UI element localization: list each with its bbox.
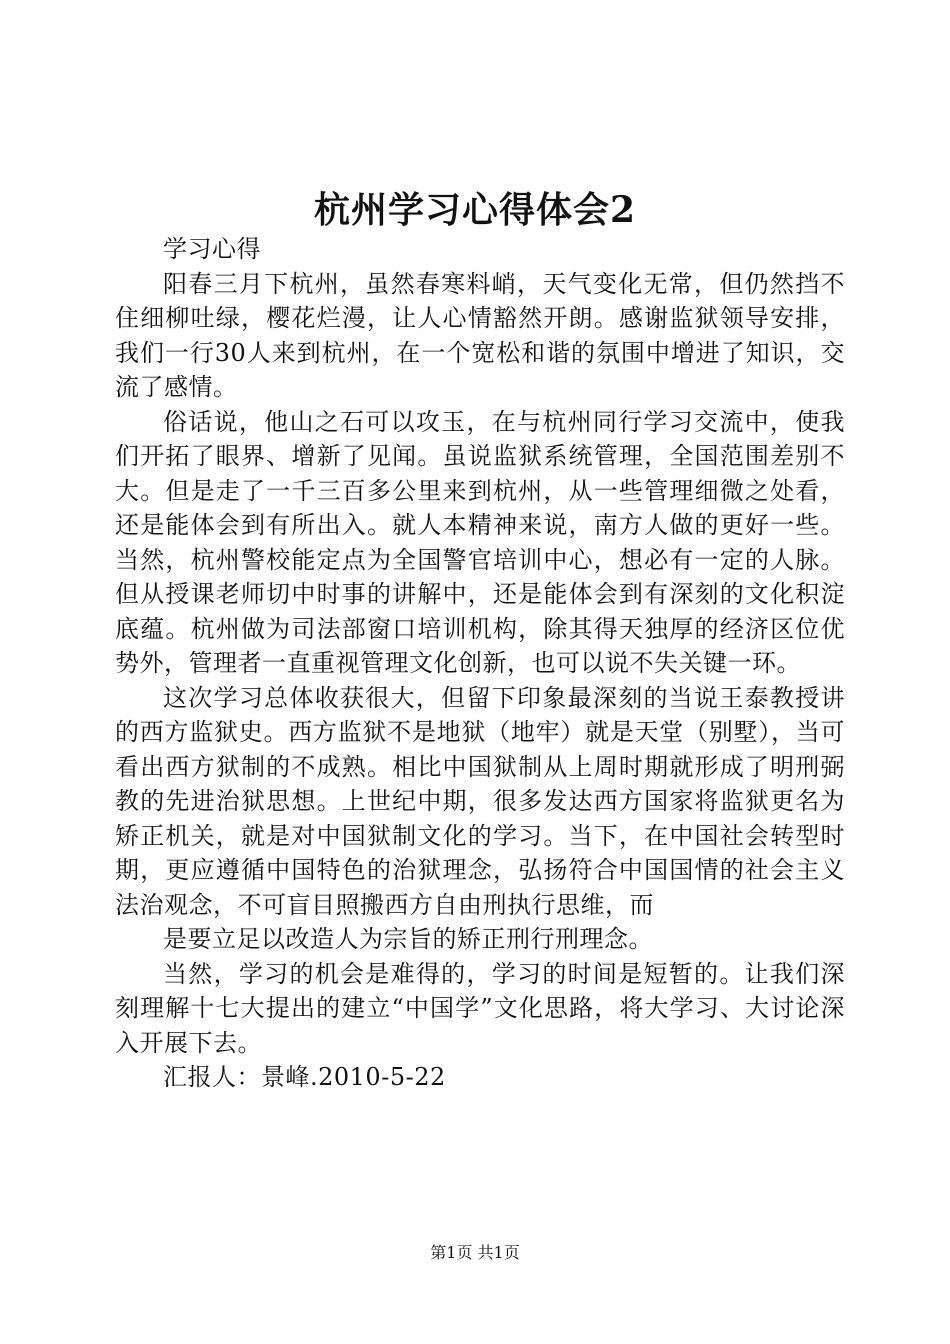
paragraph: 这次学习总体收获很大，但留下印象最深刻的当说王泰教授讲的西方监狱史。西方监狱不是地狱（地牢）就是天堂（别墅），当可看出西方狱制的不成熟。相比中国狱制从上周时期就形成了明刑弼教的先进治狱思想。上世纪中期，很多发达西方国家将监狱更名为矫正机关，就是对中国狱制文化的学习。当下，在中国社会转型时期，更应遵循中国特色的治狱理念，弘扬符合中国国情的社会主义法治观念，不可盲目照搬西方自由刑执行思维，而 bbox=[115, 683, 845, 919]
paragraph: 俗话说，他山之石可以攻玉，在与杭州同行学习交流中，使我们开拓了眼界、增新了见闻。虽说监狱系统管理，全国范围差别不大。但是走了一千三百多公里来到杭州，从一些管理细微之处看，还是能体会到有所出入。就人本精神来说，南方人做的更好一些。当然，杭州警校能定点为全国警官培训中心，想必有一定的人脉。但从授课老师切中时事的讲解中，还是能体会到有深刻的文化积淀底蕴。杭州做为司法部窗口培训机构，除其得天独厚的经济区位优势外，管理者一直重视管理文化创新，也可以说不失关键一环。 bbox=[115, 407, 845, 677]
document-body bbox=[115, 232, 845, 1095]
document-title: 杭州学习心得体会2 bbox=[313, 189, 637, 231]
paragraph: 当然，学习的机会是难得的，学习的时间是短暂的。让我们深刻理解十七大提出的建立“中国学”文化思路，将大学习、大讨论深入开展下去。 bbox=[115, 959, 845, 1057]
paragraph-heading: 学习心得 bbox=[163, 235, 261, 263]
signature-line: 汇报人：景峰.2010-5-22 bbox=[163, 1063, 446, 1091]
paragraph: 是要立足以改造人为宗旨的矫正刑行刑理念。 bbox=[163, 925, 653, 953]
page-footer: 第1页 共1页 bbox=[430, 1243, 520, 1262]
paragraph: 阳春三月下杭州，虽然春寒料峭，天气变化无常，但仍然挡不住细柳吐绿，樱花烂漫，让人心情豁然开朗。感谢监狱领导安排，我们一行30人来到杭州，在一个宽松和谐的氛围中增进了知识，交流了感情。 bbox=[115, 269, 845, 401]
